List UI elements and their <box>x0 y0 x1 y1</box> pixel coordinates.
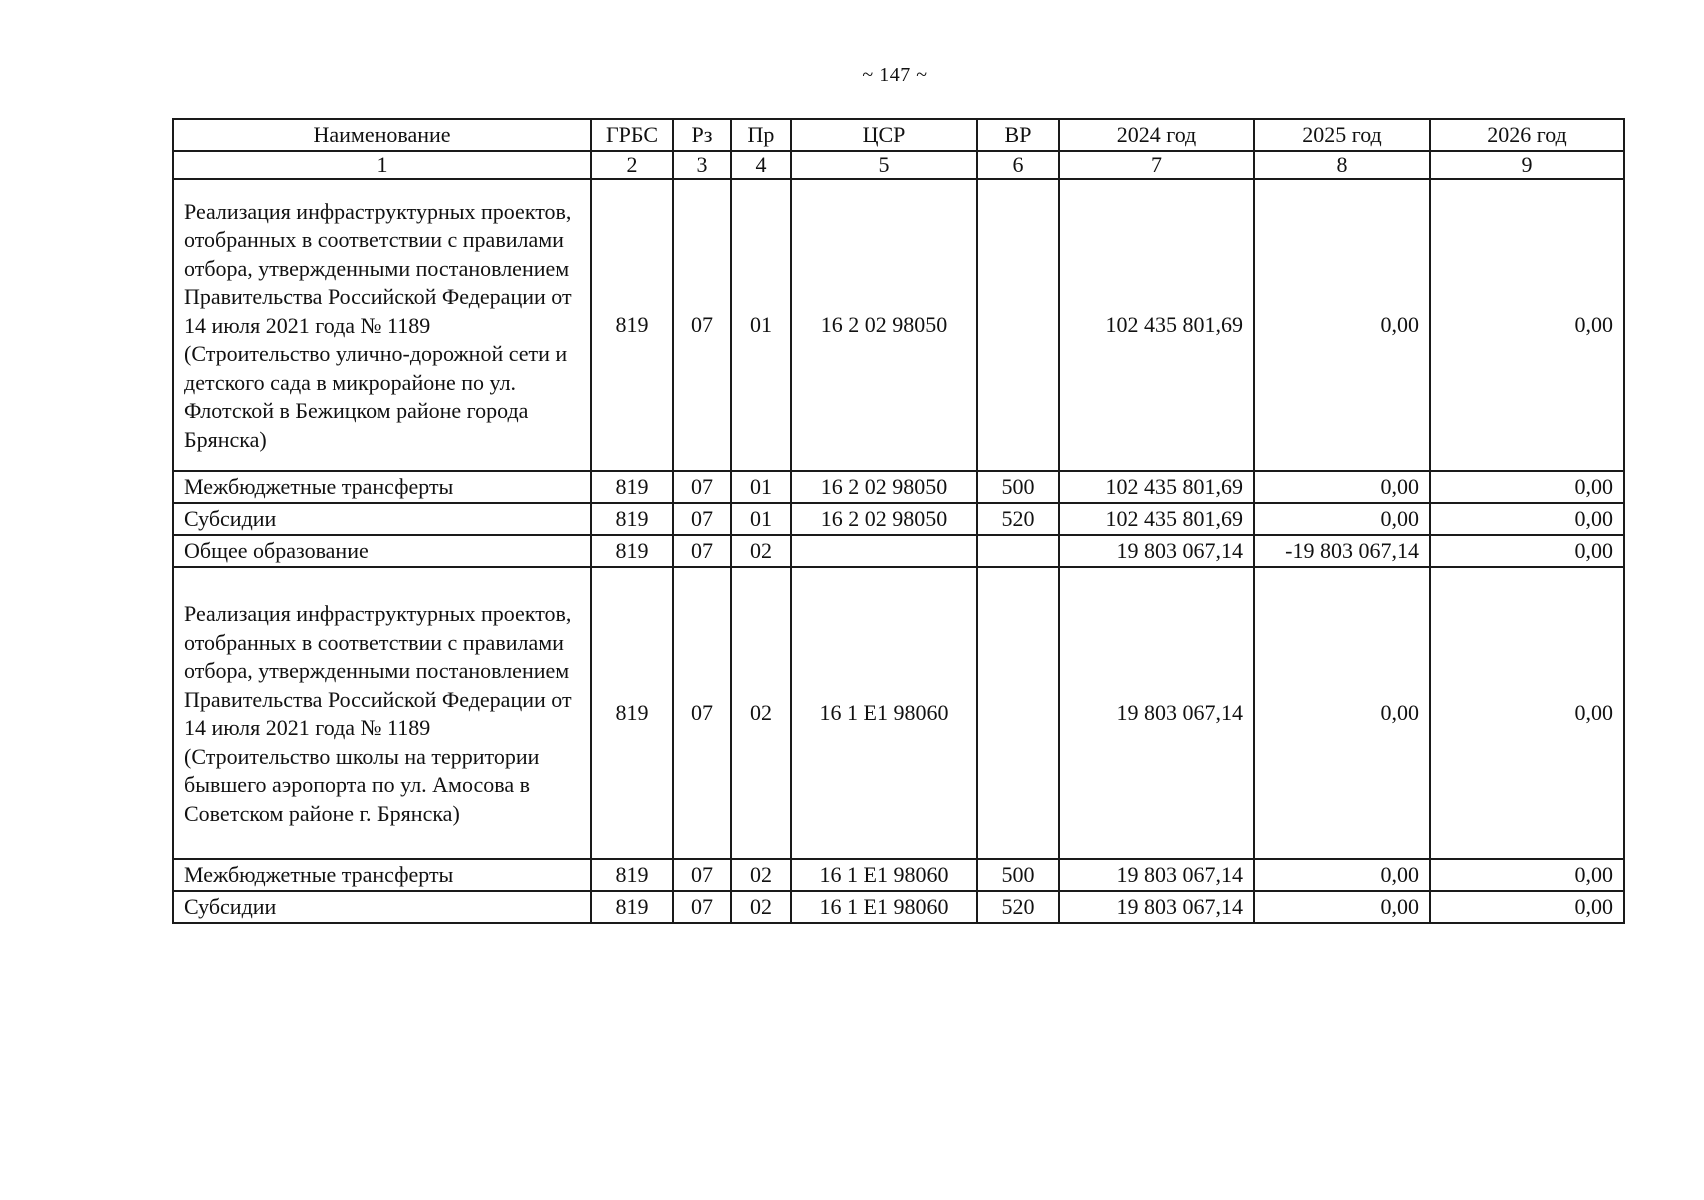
header-rz: Рз <box>673 119 731 151</box>
row-2025: 0,00 <box>1254 859 1430 891</box>
row-pr: 01 <box>731 471 791 503</box>
row-rz: 07 <box>673 471 731 503</box>
row-name: Реализация инфраструктурных проектов, отобранных в соответствии с правилами отбора, утвержденными постановлением Правительства Российской Федерации от 14 июля 2021 года № 1189 (Строительство школы на территории бывшего аэропорта по ул. Амосова в Советском районе г. Брянска) <box>173 567 591 859</box>
column-number: 1 <box>173 151 591 179</box>
row-2025: 0,00 <box>1254 891 1430 923</box>
column-number: 2 <box>591 151 673 179</box>
header-2025: 2025 год <box>1254 119 1430 151</box>
row-2024: 19 803 067,14 <box>1059 859 1254 891</box>
row-pr: 02 <box>731 567 791 859</box>
row-vr: 500 <box>977 471 1059 503</box>
table-row <box>173 179 1624 471</box>
column-number: 5 <box>791 151 977 179</box>
row-csr: 16 2 02 98050 <box>791 179 977 471</box>
row-2024: 102 435 801,69 <box>1059 503 1254 535</box>
row-rz: 07 <box>673 567 731 859</box>
table-row <box>173 471 1624 503</box>
row-2026: 0,00 <box>1430 535 1624 567</box>
header-pr: Пр <box>731 119 791 151</box>
row-pr: 02 <box>731 891 791 923</box>
header-grbs: ГРБС <box>591 119 673 151</box>
row-rz: 07 <box>673 503 731 535</box>
row-csr: 16 2 02 98050 <box>791 471 977 503</box>
header-csr: ЦСР <box>791 119 977 151</box>
row-vr <box>977 179 1059 471</box>
row-grbs: 819 <box>591 535 673 567</box>
row-name: Реализация инфраструктурных проектов, отобранных в соответствии с правилами отбора, утвержденными постановлением Правительства Российской Федерации от 14 июля 2021 года № 1189 (Строительство улично-дорожной сети и детского сада в микрорайоне по ул. Флотской в Бежицком районе города Брянска) <box>173 179 591 471</box>
row-2026: 0,00 <box>1430 859 1624 891</box>
row-csr: 16 1 E1 98060 <box>791 859 977 891</box>
row-2025: 0,00 <box>1254 179 1430 471</box>
table-row <box>173 891 1624 923</box>
row-rz: 07 <box>673 179 731 471</box>
row-name: Общее образование <box>173 535 591 567</box>
row-2026: 0,00 <box>1430 567 1624 859</box>
row-csr: 16 2 02 98050 <box>791 503 977 535</box>
row-2025: 0,00 <box>1254 567 1430 859</box>
page-number: ~ 147 ~ <box>862 64 928 86</box>
row-vr <box>977 535 1059 567</box>
table-row <box>173 567 1624 859</box>
row-grbs: 819 <box>591 891 673 923</box>
row-2024: 19 803 067,14 <box>1059 535 1254 567</box>
row-rz: 07 <box>673 859 731 891</box>
header-2026: 2026 год <box>1430 119 1624 151</box>
row-2024: 19 803 067,14 <box>1059 891 1254 923</box>
row-vr: 520 <box>977 503 1059 535</box>
row-2025: 0,00 <box>1254 471 1430 503</box>
row-rz: 07 <box>673 535 731 567</box>
header-vr: ВР <box>977 119 1059 151</box>
row-2025: 0,00 <box>1254 503 1430 535</box>
row-grbs: 819 <box>591 471 673 503</box>
table-header-row <box>173 119 1624 151</box>
header-2024: 2024 год <box>1059 119 1254 151</box>
row-csr: 16 1 E1 98060 <box>791 891 977 923</box>
row-name: Межбюджетные трансферты <box>173 859 591 891</box>
column-number: 8 <box>1254 151 1430 179</box>
row-2026: 0,00 <box>1430 891 1624 923</box>
row-2026: 0,00 <box>1430 471 1624 503</box>
row-grbs: 819 <box>591 859 673 891</box>
row-vr <box>977 567 1059 859</box>
row-name: Межбюджетные трансферты <box>173 471 591 503</box>
table-row <box>173 535 1624 567</box>
row-2024: 102 435 801,69 <box>1059 471 1254 503</box>
row-name: Субсидии <box>173 503 591 535</box>
row-vr: 500 <box>977 859 1059 891</box>
column-number: 4 <box>731 151 791 179</box>
row-grbs: 819 <box>591 567 673 859</box>
row-2024: 102 435 801,69 <box>1059 179 1254 471</box>
column-number: 3 <box>673 151 731 179</box>
row-2024: 19 803 067,14 <box>1059 567 1254 859</box>
row-pr: 02 <box>731 859 791 891</box>
column-number: 9 <box>1430 151 1624 179</box>
row-2025: -19 803 067,14 <box>1254 535 1430 567</box>
header-name: Наименование <box>173 119 591 151</box>
budget-table <box>172 118 1625 924</box>
row-csr: 16 1 E1 98060 <box>791 567 977 859</box>
row-rz: 07 <box>673 891 731 923</box>
row-pr: 01 <box>731 179 791 471</box>
table-row <box>173 503 1624 535</box>
row-name: Субсидии <box>173 891 591 923</box>
row-grbs: 819 <box>591 179 673 471</box>
row-csr <box>791 535 977 567</box>
row-pr: 01 <box>731 503 791 535</box>
column-number: 6 <box>977 151 1059 179</box>
column-number: 7 <box>1059 151 1254 179</box>
row-2026: 0,00 <box>1430 179 1624 471</box>
row-pr: 02 <box>731 535 791 567</box>
row-vr: 520 <box>977 891 1059 923</box>
column-number-row <box>173 151 1624 179</box>
row-2026: 0,00 <box>1430 503 1624 535</box>
row-grbs: 819 <box>591 503 673 535</box>
table-row <box>173 859 1624 891</box>
